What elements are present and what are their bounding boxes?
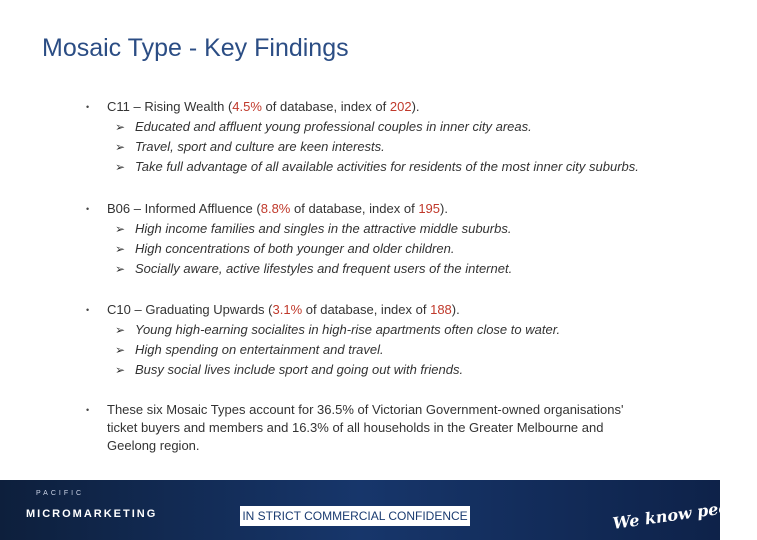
sub-point [115, 137, 385, 157]
sub-point-text: High income families and singles in the attractive middle suburbs. [135, 221, 512, 236]
mosaic-name: Rising Wealth [144, 99, 225, 114]
sub-point-text: High concentrations of both younger and older children. [135, 241, 455, 256]
database-percentage: 8.8% [260, 201, 291, 216]
mosaic-code: C11 [107, 99, 130, 114]
paren-close: ). [440, 201, 448, 216]
arrow-bullet-icon: ➢ [115, 343, 126, 357]
sub-point-text: Young high-earning socialites in high-rise apartments often close to water. [135, 322, 561, 337]
separator: – [129, 99, 145, 114]
mosaic-name: Graduating Upwards [145, 302, 265, 317]
sub-point [115, 157, 639, 177]
summary-text: These six Mosaic Types account for 36.5% of Victorian Government-owned organisations' ticket buyers and members and 16.3% of all households in the Greater Melbourne and Geelong region. [107, 402, 624, 453]
index-value: 195 [418, 201, 441, 216]
database-percentage: 4.5% [232, 99, 262, 114]
paren-open: ( [264, 302, 273, 317]
database-percentage: 3.1% [272, 302, 303, 317]
separator: – [130, 302, 146, 317]
index-value: 202 [389, 99, 412, 114]
bullet-dot: • [86, 405, 90, 415]
arrow-bullet-icon: ➢ [115, 222, 126, 236]
sub-point [115, 259, 512, 279]
arrow-bullet-icon: ➢ [115, 160, 126, 174]
slogan-logo: We know people [611, 494, 757, 533]
sub-point-text: Socially aware, active lifestyles and frequent users of the internet. [135, 261, 513, 276]
sub-point [115, 360, 463, 380]
sub-point [115, 340, 384, 360]
arrow-bullet-icon: ➢ [115, 120, 126, 134]
paren-open: ( [224, 99, 233, 114]
of-database-text: of database, index of [302, 302, 431, 317]
sub-point [115, 117, 532, 137]
arrow-bullet-icon: ➢ [115, 262, 126, 276]
logo-top-text: PACIFIC [36, 490, 85, 497]
footer-bar [0, 480, 757, 540]
finding-heading [107, 97, 420, 117]
mosaic-name: Informed Affluence [144, 201, 253, 216]
arrow-bullet-icon: ➢ [115, 140, 126, 154]
bullet-dot: • [86, 102, 90, 112]
sub-point-text: Busy social lives include sport and going out with friends. [135, 362, 464, 377]
of-database-text: of database, index of [290, 201, 419, 216]
arrow-bullet-icon: ➢ [115, 323, 126, 337]
separator: – [130, 201, 145, 216]
bullet-dot: • [86, 305, 90, 315]
company-logo: MICROMARKETING [26, 508, 158, 520]
sub-point [115, 320, 560, 340]
arrow-bullet-icon: ➢ [115, 363, 126, 377]
arrow-bullet-icon: ➢ [115, 242, 126, 256]
finding-heading [107, 199, 448, 219]
paren-open: ( [252, 201, 261, 216]
index-value: 188 [430, 302, 452, 317]
sub-point [115, 219, 511, 239]
mosaic-code: C10 [107, 302, 131, 317]
finding-heading [107, 300, 460, 320]
confidentiality-label: IN STRICT COMMERCIAL CONFIDENCE [240, 506, 470, 526]
sub-point-text: Travel, sport and culture are keen interests. [135, 139, 385, 154]
mosaic-code: B06 [107, 201, 131, 216]
paren-close: ). [411, 99, 420, 114]
sub-point-text: Educated and affluent young professional couples in inner city areas. [135, 119, 532, 134]
of-database-text: of database, index of [261, 99, 390, 114]
bullet-dot: • [86, 204, 90, 214]
sub-point-text: High spending on entertainment and travel. [135, 342, 384, 357]
paren-close: ). [451, 302, 460, 317]
sub-point [115, 239, 454, 259]
page-title: Mosaic Type - Key Findings [42, 34, 349, 62]
sub-point-text: Take full advantage of all available activities for residents of the most inner city suburbs. [135, 159, 639, 174]
